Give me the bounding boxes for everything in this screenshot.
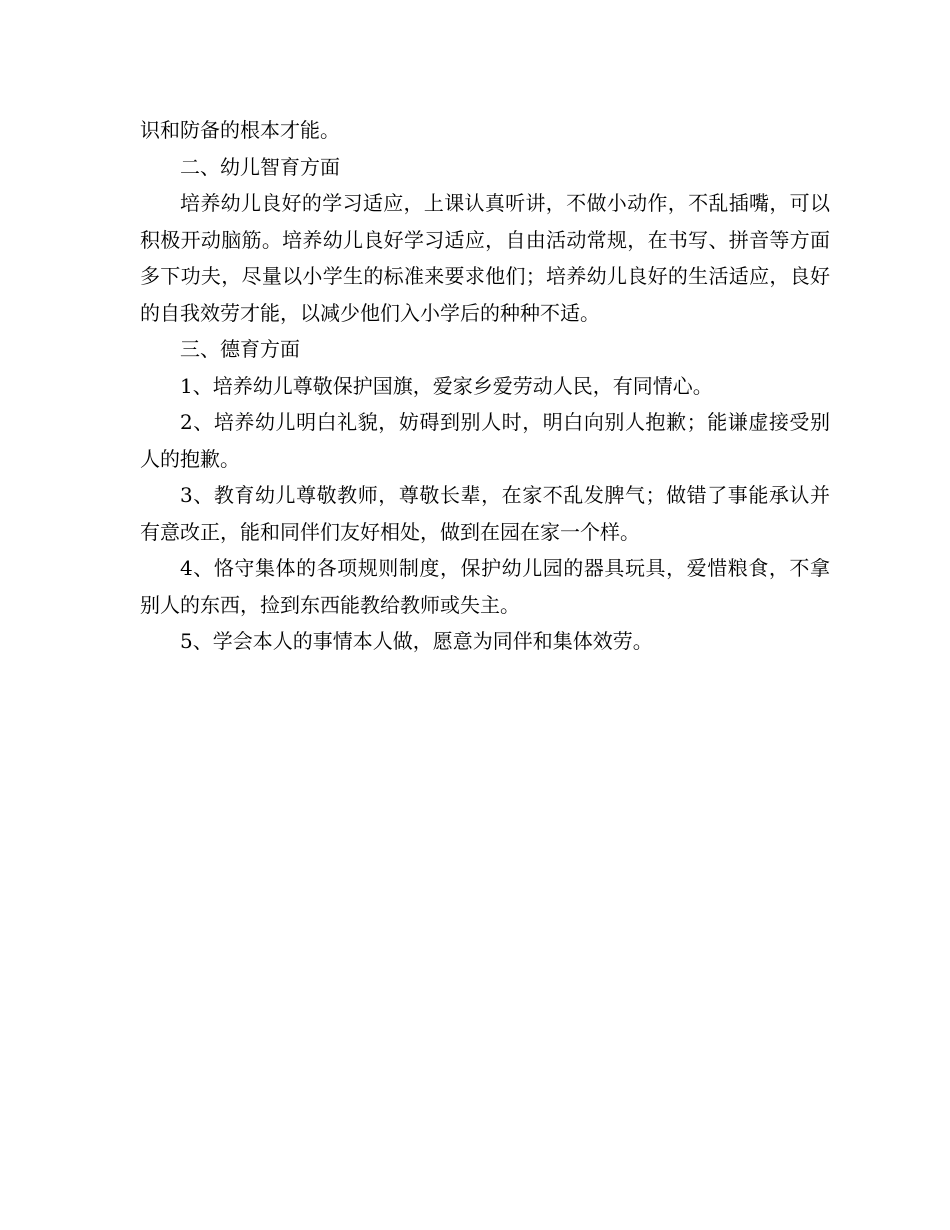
section-heading-intellectual: 二、幼儿智育方面 [180,154,340,179]
list-item-moral-1: 1、培养幼儿尊敬保护国旗，爱家乡爱劳动人民，有同情心。 [180,373,713,398]
list-item-moral-2: 2、培养幼儿明白礼貌，妨碍到别人时，明白向别人抱歉；能谦虚接受别人的抱歉。 [140,410,830,471]
paragraph-intellectual: 培养幼儿良好的学习适应，上课认真听讲，不做小动作，不乱插嘴，可以积极开动脑筋。培养幼儿良好学习适应，自由活动常规，在书写、拼音等方面多下功夫，尽量以小学生的标准来要求他们；培养幼儿良好的生活适应，良好的自我效劳才能，以减少他们入小学后的种种不适。 [140,191,830,325]
section-heading-moral: 三、德育方面 [180,337,300,361]
paragraph-continuation: 识和防备的根本才能。 [140,118,340,142]
list-item-moral-3: 3、教育幼儿尊敬教师，尊敬长辈，在家不乱发脾气；做错了事能承认并有意改正，能和同伴们友好相处，做到在园在家一个样。 [140,483,830,544]
list-item-moral-5: 5、学会本人的事情本人做，愿意为同伴和集体效劳。 [180,629,653,653]
list-item-moral-4: 4、恪守集体的各项规则制度，保护幼儿园的器具玩具，爱惜粮食，不拿别人的东西，捡到东西能教给教师或失主。 [140,556,830,617]
document-body [140,112,830,660]
